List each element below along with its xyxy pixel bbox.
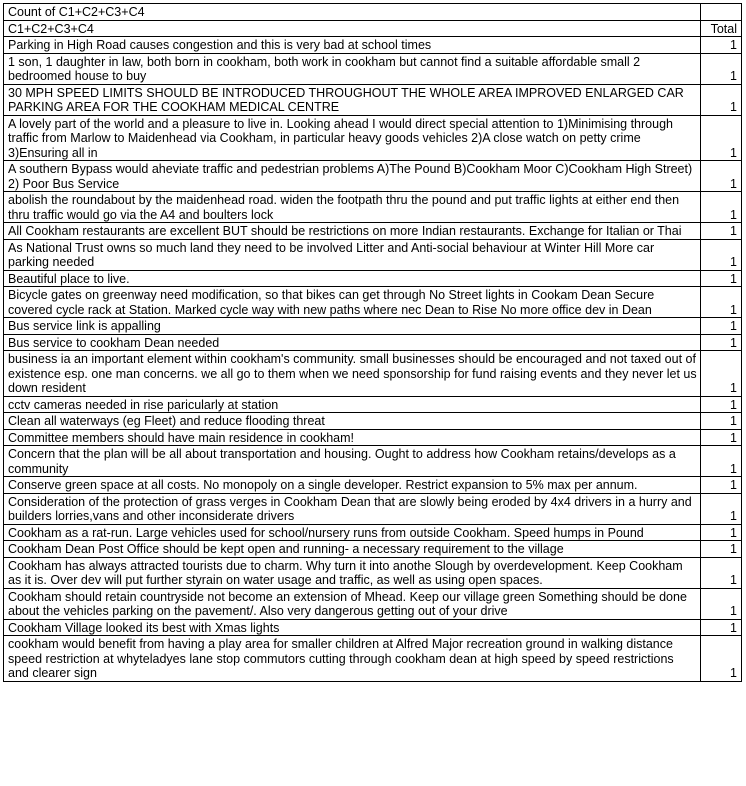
response-count-cell[interactable]: 1 — [701, 413, 742, 430]
response-text-cell[interactable]: Conserve green space at all costs. No monopoly on a single developer. Restrict expansion to 5% max per annum. — [4, 477, 701, 494]
response-count-cell[interactable]: 1 — [701, 192, 742, 223]
response-text-cell[interactable]: Cookham has always attracted tourists due to charm. Why turn it into anothe Slough by overdevelopment. Keep Cookham as it is. Over dev will put further styrain on water usage and traffic, as well as using open spaces. — [4, 557, 701, 588]
total-column-header[interactable]: Total — [701, 20, 742, 37]
response-text-cell[interactable]: Cookham should retain countryside not become an extension of Mhead. Keep our village green Something should be done about the vehicles parking on the pavement/. Also very dangerous getting out of your drive — [4, 588, 701, 619]
response-text-cell[interactable]: Concern that the plan will be all about transportation and housing. Ought to address how Cookham retains/develops as a community — [4, 446, 701, 477]
table-row — [4, 396, 742, 413]
table-row — [4, 557, 742, 588]
response-count-cell[interactable]: 1 — [701, 446, 742, 477]
table-row — [4, 636, 742, 682]
table-row — [4, 429, 742, 446]
pivot-table — [3, 3, 742, 682]
response-text-cell[interactable]: Bicycle gates on greenway need modification, so that bikes can get through No Street lights in Cookam Dean Secure covered cycle rack at Station. Marked cycle way with new paths where nec Dean to Rise No more office dev in Dean — [4, 287, 701, 318]
pivot-header-row — [4, 20, 742, 37]
response-text-cell[interactable]: 1 son, 1 daughter in law, both born in cookham, both work in cookham but cannot find a suitable affordable small 2 bedroomed house to buy — [4, 53, 701, 84]
table-row — [4, 493, 742, 524]
table-row — [4, 192, 742, 223]
table-row — [4, 84, 742, 115]
response-text-cell[interactable]: abolish the roundabout by the maidenhead road. widen the footpath thru the pound and put traffic lights at either end then thru traffic would go via the A4 and boulters lock — [4, 192, 701, 223]
table-row — [4, 413, 742, 430]
response-count-cell[interactable]: 1 — [701, 115, 742, 161]
table-row — [4, 115, 742, 161]
response-count-cell[interactable]: 1 — [701, 429, 742, 446]
table-row — [4, 239, 742, 270]
pivot-title-empty-cell[interactable] — [701, 4, 742, 21]
table-row — [4, 446, 742, 477]
response-text-cell[interactable]: All Cookham restaurants are excellent BUT should be restrictions on more Indian restaurants. Exchange for Italian or Thai — [4, 223, 701, 240]
table-row — [4, 287, 742, 318]
response-count-cell[interactable]: 1 — [701, 636, 742, 682]
response-count-cell[interactable]: 1 — [701, 53, 742, 84]
response-text-cell[interactable]: Bus service link is appalling — [4, 318, 701, 335]
response-count-cell[interactable]: 1 — [701, 334, 742, 351]
response-text-cell[interactable]: Bus service to cookham Dean needed — [4, 334, 701, 351]
response-count-cell[interactable]: 1 — [701, 161, 742, 192]
response-count-cell[interactable]: 1 — [701, 557, 742, 588]
pivot-title-cell[interactable]: Count of C1+C2+C3+C4 — [4, 4, 701, 21]
table-row — [4, 161, 742, 192]
response-text-cell[interactable]: As National Trust owns so much land they need to be involved Litter and Anti-social behaviour at Winter Hill More car parking needed — [4, 239, 701, 270]
pivot-title-row — [4, 4, 742, 21]
response-count-cell[interactable]: 1 — [701, 493, 742, 524]
table-row — [4, 588, 742, 619]
table-row — [4, 270, 742, 287]
table-row — [4, 37, 742, 54]
table-row — [4, 334, 742, 351]
response-count-cell[interactable]: 1 — [701, 396, 742, 413]
response-count-cell[interactable]: 1 — [701, 477, 742, 494]
response-text-cell[interactable]: 30 MPH SPEED LIMITS SHOULD BE INTRODUCED THROUGHOUT THE WHOLE AREA IMPROVED ENLARGED CAR PARKING AREA FOR THE COOKHAM MEDICAL CENTRE — [4, 84, 701, 115]
response-count-cell[interactable]: 1 — [701, 223, 742, 240]
response-count-cell[interactable]: 1 — [701, 318, 742, 335]
response-text-cell[interactable]: business ia an important element within cookham's community. small businesses should be encouraged and not taxed out of existence esp. one man concerns. we all go to them when we need sponsorship for fund raising events and they never let us down resident — [4, 351, 701, 397]
response-count-cell[interactable]: 1 — [701, 239, 742, 270]
response-count-cell[interactable]: 1 — [701, 84, 742, 115]
response-count-cell[interactable]: 1 — [701, 287, 742, 318]
table-row — [4, 541, 742, 558]
row-field-header[interactable]: C1+C2+C3+C4 — [4, 20, 701, 37]
response-count-cell[interactable]: 1 — [701, 541, 742, 558]
table-row — [4, 318, 742, 335]
table-row — [4, 53, 742, 84]
response-count-cell[interactable]: 1 — [701, 524, 742, 541]
response-text-cell[interactable]: Cookham as a rat-run. Large vehicles used for school/nursery runs from outside Cookham. Speed humps in Pound — [4, 524, 701, 541]
table-row — [4, 351, 742, 397]
response-text-cell[interactable]: Cookham Dean Post Office should be kept open and running- a necessary requirement to the village — [4, 541, 701, 558]
pivot-table-body — [4, 4, 742, 682]
response-count-cell[interactable]: 1 — [701, 37, 742, 54]
response-count-cell[interactable]: 1 — [701, 588, 742, 619]
response-count-cell[interactable]: 1 — [701, 270, 742, 287]
response-text-cell[interactable]: A lovely part of the world and a pleasure to live in. Looking ahead I would direct special attention to 1)Minimising through traffic from Marlow to Maidenhead via Cookham, in particular heavy goods vehicles 2)A close watch on petty crime 3)Ensuring all in — [4, 115, 701, 161]
response-count-cell[interactable]: 1 — [701, 351, 742, 397]
response-count-cell[interactable]: 1 — [701, 619, 742, 636]
response-text-cell[interactable]: Cookham Village looked its best with Xmas lights — [4, 619, 701, 636]
response-text-cell[interactable]: cookham would benefit from having a play area for smaller children at Alfred Major recreation ground in walking distance speed restriction at whyteladyes lane stop commutors cutting through cookham dean at high speed by speed restrictions and clearer sign — [4, 636, 701, 682]
table-row — [4, 619, 742, 636]
response-text-cell[interactable]: Committee members should have main residence in cookham! — [4, 429, 701, 446]
response-text-cell[interactable]: cctv cameras needed in rise paricularly at station — [4, 396, 701, 413]
response-text-cell[interactable]: A southern Bypass would aheviate traffic and pedestrian problems A)The Pound B)Cookham Moor C)Cookham High Street) 2) Poor Bus Service — [4, 161, 701, 192]
table-row — [4, 477, 742, 494]
response-text-cell[interactable]: Clean all waterways (eg Fleet) and reduce flooding threat — [4, 413, 701, 430]
response-text-cell[interactable]: Beautiful place to live. — [4, 270, 701, 287]
table-row — [4, 524, 742, 541]
table-row — [4, 223, 742, 240]
response-text-cell[interactable]: Consideration of the protection of grass verges in Cookham Dean that are slowly being eroded by 4x4 drivers in a hurry and builders lorries,vans and other inconsiderate drivers — [4, 493, 701, 524]
response-text-cell[interactable]: Parking in High Road causes congestion and this is very bad at school times — [4, 37, 701, 54]
